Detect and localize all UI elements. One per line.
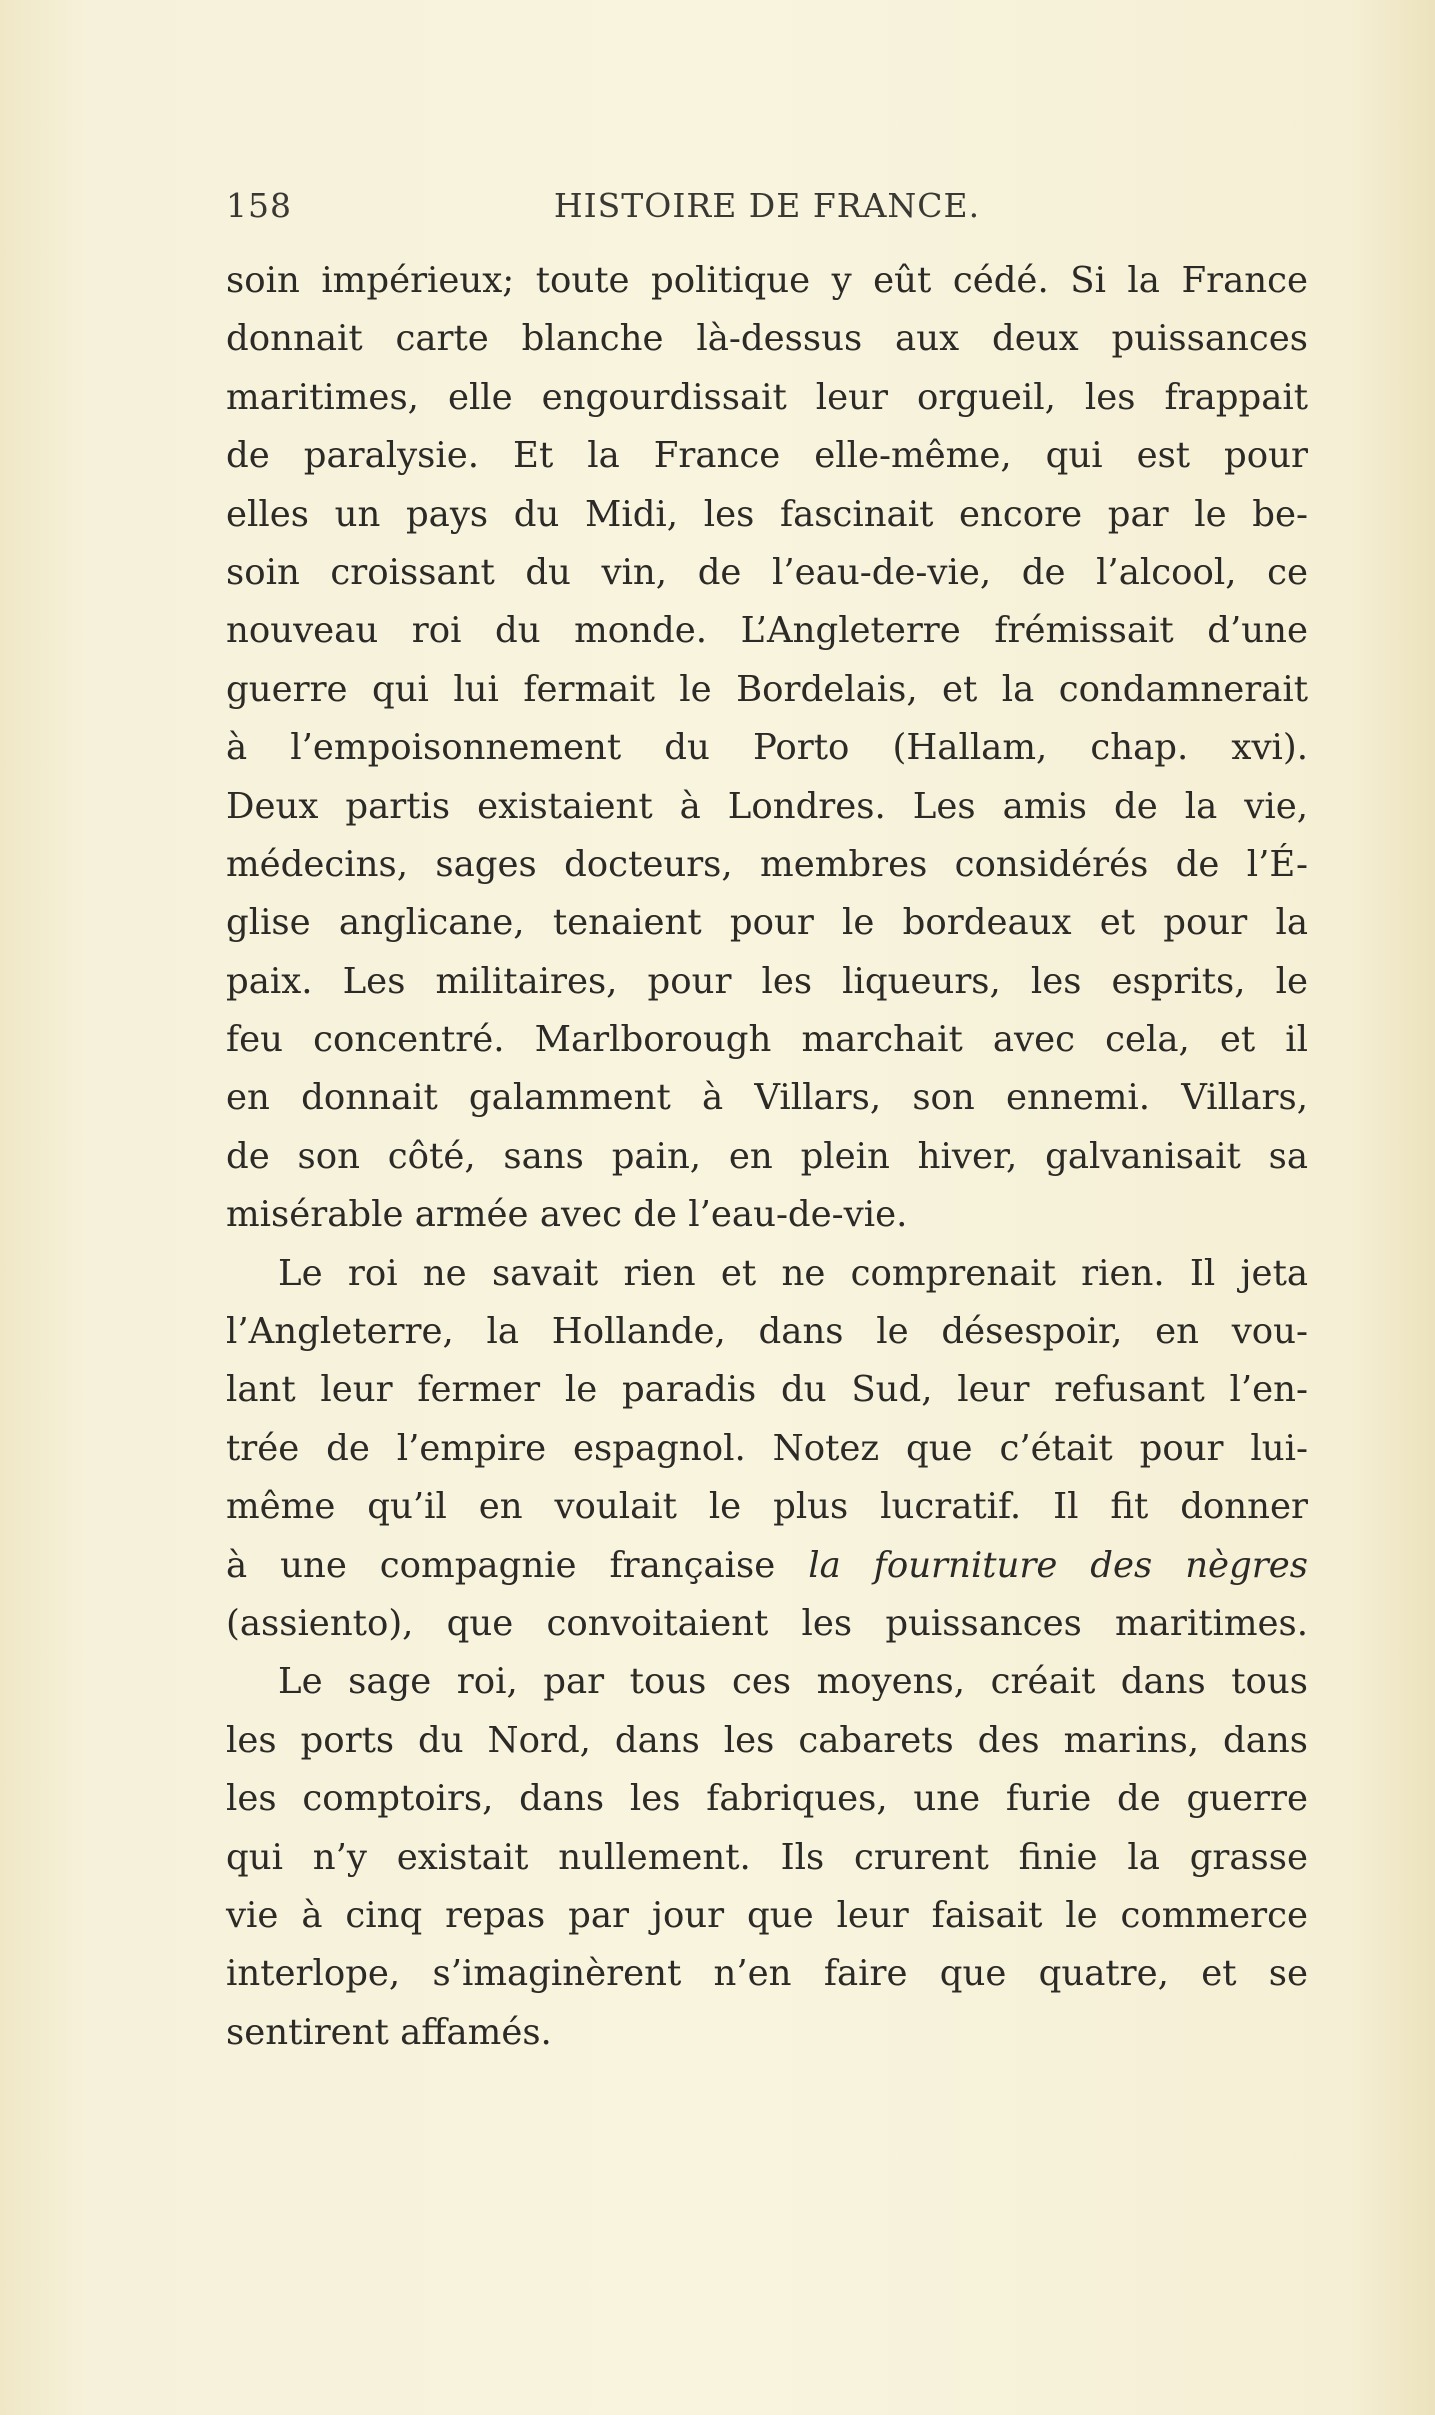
text-line: les ports du Nord, dans les cabarets des marins, dans bbox=[226, 1719, 1308, 1761]
text-line: en donnait galamment à Villars, son ennemi. Villars, bbox=[226, 1077, 1308, 1119]
text-line: sentirent affamés. bbox=[226, 2011, 552, 2053]
italic-phrase: la fourniture des nègres bbox=[808, 1544, 1308, 1586]
text-line: paix. Les militaires, pour les liqueurs, les esprits, le bbox=[226, 960, 1308, 1002]
text-line: misérable armée avec de l’eau-de-vie. bbox=[226, 1194, 908, 1236]
text-line: interlope, s’imaginèrent n’en faire que quatre, et se bbox=[226, 1953, 1308, 1995]
text-segment: à une compagnie française bbox=[226, 1544, 776, 1586]
text-line: guerre qui lui fermait le Bordelais, et la condamnerait bbox=[226, 668, 1308, 710]
body-text bbox=[226, 252, 1308, 2062]
text-line: de son côté, sans pain, en plein hiver, galvanisait sa bbox=[226, 1135, 1308, 1177]
text-line: même qu’il en voulait le plus lucratif. Il fit donner bbox=[226, 1486, 1308, 1528]
text-line: l’Angleterre, la Hollande, dans le désespoir, en vou- bbox=[226, 1311, 1308, 1353]
text-line: les comptoirs, dans les fabriques, une furie de guerre bbox=[226, 1778, 1308, 1820]
text-line: (assiento), que convoitaient les puissances maritimes. bbox=[226, 1602, 1308, 1644]
text-line: nouveau roi du monde. L’Angleterre frémissait d’une bbox=[226, 610, 1308, 652]
text-line: à l’empoisonnement du Porto (Hallam, chap. xvi). bbox=[226, 727, 1308, 769]
text-line: glise anglicane, tenaient pour le bordeaux et pour la bbox=[226, 902, 1308, 944]
text-line: elles un pays du Midi, les fascinait encore par le be- bbox=[226, 493, 1308, 535]
text-line: lant leur fermer le paradis du Sud, leur refusant l’en- bbox=[226, 1369, 1308, 1411]
text-line: soin impérieux; toute politique y eût cédé. Si la France bbox=[226, 260, 1308, 301]
text-line: soin croissant du vin, de l’eau-de-vie, de l’alcool, ce bbox=[226, 551, 1308, 593]
text-line: de paralysie. Et la France elle-même, qui est pour bbox=[226, 435, 1308, 477]
text-line: médecins, sages docteurs, membres considérés de l’É- bbox=[226, 843, 1308, 885]
text-line: vie à cinq repas par jour que leur faisait le commerce bbox=[226, 1894, 1308, 1936]
text-line: trée de l’empire espagnol. Notez que c’était pour lui- bbox=[226, 1427, 1308, 1469]
text-line: Deux partis existaient à Londres. Les amis de la vie, bbox=[226, 785, 1308, 827]
text-line: feu concentré. Marlborough marchait avec cela, et il bbox=[226, 1019, 1308, 1061]
text-line: maritimes, elle engourdissait leur orgueil, les frappait bbox=[226, 376, 1308, 418]
running-title: HISTOIRE DE FRANCE. bbox=[553, 186, 981, 225]
page-number: 158 bbox=[226, 186, 292, 225]
text-line: Le roi ne savait rien et ne comprenait rien. Il jeta bbox=[278, 1252, 1308, 1294]
text-line: Le sage roi, par tous ces moyens, créait dans tous bbox=[278, 1661, 1308, 1703]
text-line: donnait carte blanche là-dessus aux deux puissances bbox=[226, 318, 1308, 360]
text-line: qui n’y existait nullement. Ils crurent finie la grasse bbox=[226, 1836, 1308, 1878]
text-line-mixed bbox=[226, 1537, 1308, 1595]
page-header bbox=[226, 186, 1308, 236]
